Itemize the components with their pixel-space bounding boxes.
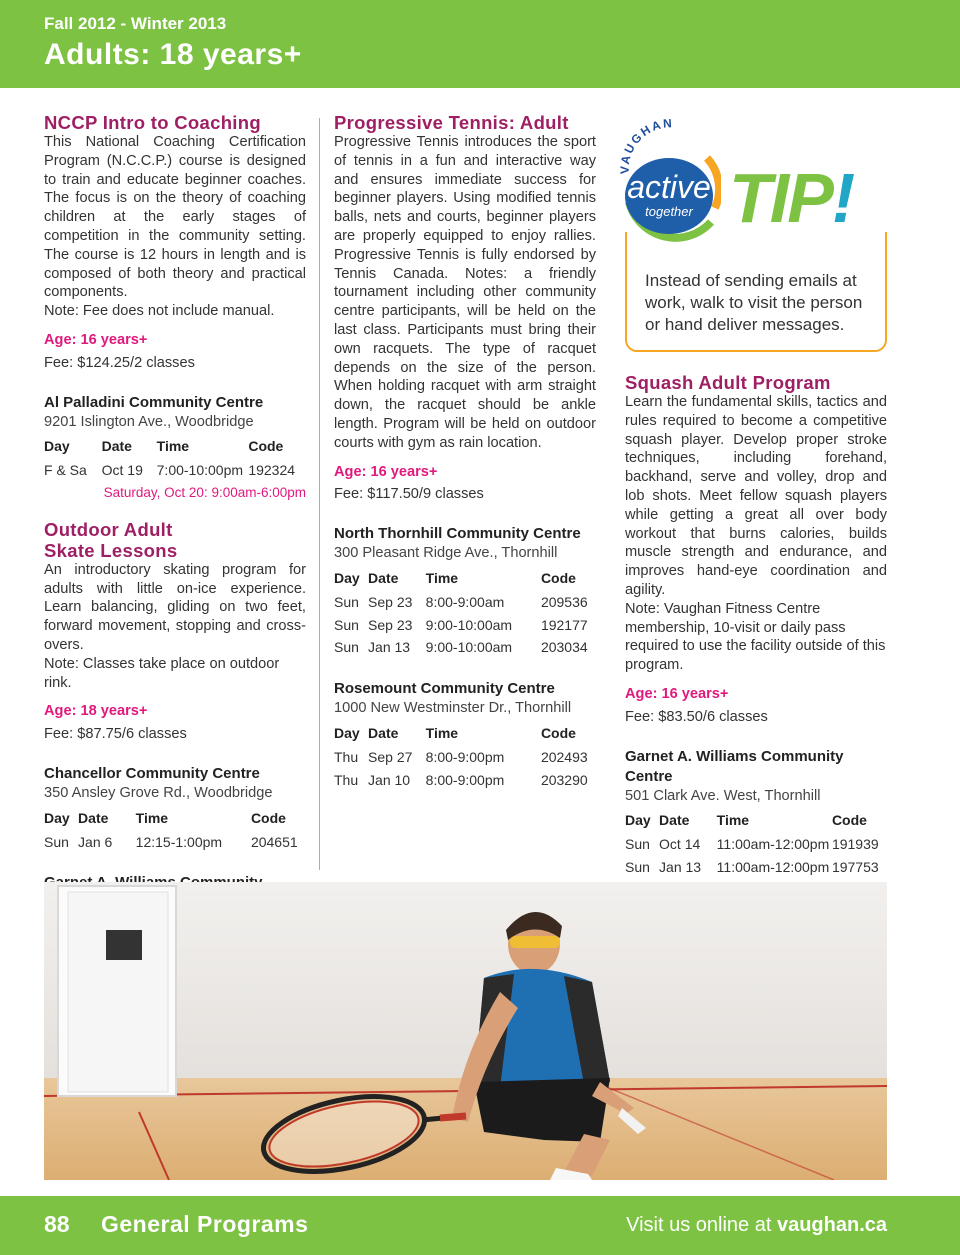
title-line-2: Skate Lessons [44, 539, 178, 561]
cell-day: Sun [334, 593, 359, 610]
centre-address: 300 Pleasant Ridge Ave., Thornhill [334, 545, 558, 562]
cell-code: 204651 [250, 833, 298, 850]
age-label: Age: 18 years+ [44, 703, 148, 720]
cell-time: 8:00-9:00pm [425, 771, 505, 788]
centre-name: Chancellor Community Centre [44, 764, 260, 782]
col-date: Date [78, 809, 109, 826]
fee-label: Fee: $87.75/6 classes [44, 726, 187, 743]
cell-code: 192324 [248, 462, 296, 479]
col-code: Code [248, 438, 284, 455]
cell-time: 11:00am-12:00pm [716, 836, 830, 853]
centre-address: 350 Ansley Grove Rd., Woodbridge [44, 784, 273, 801]
cell-time: 11:00am-12:00pm [716, 858, 830, 875]
column-3 [625, 372, 887, 879]
col-date: Date [659, 812, 690, 829]
table-header-row [625, 809, 887, 833]
table-header-row [334, 722, 596, 746]
fee-label: Fee: $83.50/6 classes [625, 708, 768, 725]
program-note: Note: Vaughan Fitness Centre membership, 10-visit or daily pass required to use the facility outside of this program. [625, 600, 886, 674]
season-label: Fall 2012 - Winter 2013 [44, 14, 227, 33]
schedule-table [334, 722, 596, 791]
program-title: Squash Adult Program [625, 372, 831, 393]
cell-code: 202493 [540, 748, 588, 765]
program-title: NCCP Intro to Coaching [44, 112, 261, 133]
section-title: General Programs [101, 1211, 309, 1237]
schedule-table [44, 807, 306, 854]
program-note: Note: Fee does not include manual. [44, 303, 275, 320]
col-date: Date [368, 724, 399, 741]
col-date: Date [368, 569, 399, 586]
cell-date: Jan 10 [368, 771, 411, 788]
fee-label: Fee: $117.50/9 classes [334, 486, 484, 503]
cell-time: 8:00-9:00pm [425, 748, 505, 765]
table-header-row [334, 567, 596, 591]
age-label: Age: 16 years+ [44, 331, 148, 348]
program-description: This National Coaching Certification Program (N.C.C.P.) course is designed to train and educate beginner coaches. The focus is on the theory of coaching children at the early stages of competition in the community setting. The course is 12 hours in length and is composed of both theory and practical components. [44, 134, 306, 301]
logo-arc-text: VAUGHAN [617, 116, 675, 175]
squash-photo [44, 882, 887, 1180]
program-note: Note: Classes take place on outdoor rink. [44, 655, 280, 691]
tip-text: Instead of sending emails at work, walk to visit the person or hand deliver messages. [645, 271, 863, 334]
program-description: Progressive Tennis introduces the sport of tennis in a fun and interactive way and ensures immediate success for beginner players. Using modified tennis balls, nets and courts, beginner players are properly equipped to enjoy rallies. Progressive Tennis is fully endorsed by Tennis Canada. Notes: a friendly tournament including other community centre participants, will be held on the last class. Participants must bring their own racquets. The type of racquet depends on the size of the person. When holding racquet with arm straight down, the racquet should be ankle length. Program will be held on outdoor courts with gym as rain location. [334, 134, 596, 451]
cell-date: Jan 13 [368, 639, 411, 656]
tip-word: TIP [729, 159, 832, 237]
program-title: Progressive Tennis: Adult [334, 112, 569, 133]
cell-code: 209536 [540, 593, 588, 610]
centre-address: 501 Clark Ave. West, Thornhill [625, 787, 821, 804]
cell-day: Sun [625, 858, 650, 875]
table-row [334, 591, 596, 614]
program-nccp [44, 112, 306, 503]
table-row [625, 833, 887, 856]
program-description: Learn the fundamental skills, tactics and rules required to become a competitive squash player. Develop proper stroke techniques, including forehand, backhand, serve and volley, drop and lob shots. Meet fellow squash players while getting a great all over body workout that burns calories, builds muscle strength and endurance, and improves hand-eye coordination and agility. [625, 394, 887, 598]
logo-main-text: active [627, 169, 711, 205]
fee-label: Fee: $124.25/2 classes [44, 354, 195, 371]
program-description: An introductory skating program for adults with little on-ice experience. Learn balancing, gliding on two feet, forward movement, stopping and cross-overs. [44, 561, 306, 653]
table-row [334, 636, 596, 659]
visit-line [626, 1214, 887, 1237]
centre-address: 9201 Islington Ave., Woodbridge [44, 413, 254, 430]
site-link[interactable]: vaughan.ca [776, 1214, 887, 1236]
title-line-1: Outdoor Adult [44, 518, 173, 540]
age-label: Age: 16 years+ [625, 685, 729, 702]
program-note: Notes: a friendly tournament including other community centre participants, will be held on the last class. Participants must bring their own racquets. The type of racquet depends on the size of the person. When holding racquet with arm straight down, the racquet should be ankle length. Program will be held on outdoor courts with gym as rain location. [334, 265, 596, 451]
col-code: Code [250, 809, 286, 826]
table-row [334, 614, 596, 637]
cell-day: Sun [334, 616, 359, 633]
cell-date: Sep 23 [368, 616, 413, 633]
logo-sub-text: together [645, 204, 693, 219]
centre-name: Al Palladini Community Centre [44, 393, 264, 411]
schedule-table [625, 809, 887, 878]
cell-code: 192177 [540, 616, 588, 633]
cell-code: 203290 [540, 771, 588, 788]
table-row [44, 831, 306, 854]
extra-session: Saturday, Oct 20: 9:00am-6:00pm [103, 484, 306, 500]
col-day: Day [334, 569, 360, 586]
cell-date: Sep 27 [368, 748, 413, 765]
col-code: Code [831, 812, 867, 829]
col-code: Code [540, 724, 576, 741]
page-header [0, 0, 960, 88]
cell-day: Sun [334, 639, 359, 656]
table-row [334, 746, 596, 769]
col-day: Day [334, 724, 360, 741]
cell-time: 12:15-1:00pm [135, 833, 223, 850]
table-header-row [44, 435, 306, 459]
program-title [44, 519, 306, 561]
table-row [334, 769, 596, 792]
page-footer [0, 1196, 960, 1255]
cell-time: 9:00-10:00am [425, 639, 513, 656]
cell-day: Sun [44, 833, 69, 850]
page-title: Adults: 18 years+ [44, 38, 302, 71]
centre-name: Rosemount Community Centre [334, 680, 555, 698]
col-time: Time [425, 724, 459, 741]
col-time: Time [135, 809, 169, 826]
centre-address: 1000 New Westminster Dr., Thornhill [334, 700, 572, 717]
visit-text: Visit us online at [626, 1214, 772, 1236]
cell-day: Thu [334, 748, 359, 765]
cell-code: 191939 [831, 836, 879, 853]
centre-name: Garnet A. Williams Community Centre [625, 747, 844, 785]
cell-date: Jan 6 [78, 833, 113, 850]
cell-date: Jan 13 [659, 858, 702, 875]
column-divider [319, 118, 320, 870]
column-1 [44, 112, 306, 983]
col-time: Time [156, 438, 190, 455]
cell-day: F & Sa [44, 462, 87, 479]
tip-heading [729, 158, 853, 238]
cell-time: 7:00-10:00pm [156, 462, 244, 479]
col-day: Day [44, 809, 70, 826]
col-time: Time [716, 812, 750, 829]
cell-date: Oct 14 [659, 836, 701, 853]
table-row [44, 459, 306, 482]
cell-day: Thu [334, 771, 359, 788]
cell-time: 9:00-10:00am [425, 616, 513, 633]
col-time: Time [425, 569, 459, 586]
cell-code: 197753 [831, 858, 879, 875]
col-date: Date [101, 438, 132, 455]
table-row [625, 856, 887, 879]
cell-day: Sun [625, 836, 650, 853]
cell-date: Oct 19 [101, 462, 143, 479]
page-number: 88 [44, 1211, 70, 1237]
col-code: Code [540, 569, 576, 586]
schedule-table [334, 567, 596, 659]
cell-time: 8:00-9:00am [425, 593, 505, 610]
centre-name: North Thornhill Community Centre [334, 525, 581, 543]
schedule-table [44, 435, 306, 482]
active-together-logo [611, 112, 721, 252]
col-day: Day [44, 438, 70, 455]
column-2 [334, 112, 596, 791]
tip-box [617, 112, 887, 354]
table-header-row [44, 807, 306, 831]
squash-player-illustration [44, 882, 887, 1180]
cell-date: Sep 23 [368, 593, 413, 610]
cell-code: 203034 [540, 639, 588, 656]
tip-exclamation: ! [831, 159, 854, 237]
col-day: Day [625, 812, 651, 829]
age-label: Age: 16 years+ [334, 463, 438, 480]
